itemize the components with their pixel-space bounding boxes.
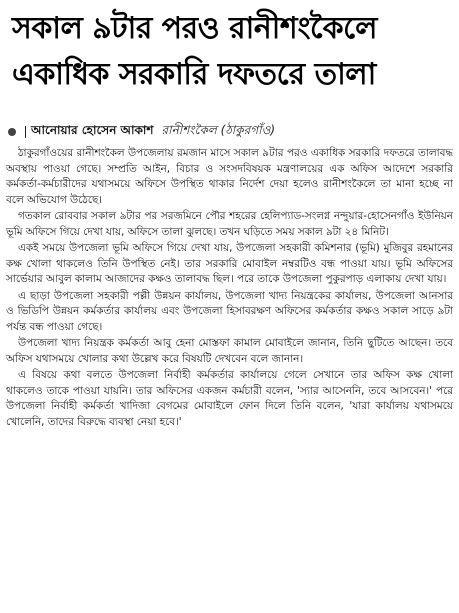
- paragraph: ঠাকুরগাঁওয়ের রানীশংকৈল উপজেলায় রমজান মাসে সকাল ৯টার পরও একাধিক সরকারি দফতরে তালাবদ্ধ অবস্থায় পাওয়া গেছে। সম্প্রতি আইন, বিচার ও সংসদবিষয়ক মন্ত্রণালয়ের এক অফিস আদেশে সরকারি কর্মকর্তা-কর্মচারীদের যথাসময়ে অফিসে উপস্থিত থাকার নির্দেশ দেয়া হলেও রানীশংকৈলে তা মানা হচ্ছে না বলে অভিযোগ উঠেছে।: [6, 147, 453, 206]
- paragraph: এ বিষয়ে কথা বলতে উপজেলা নির্বাহী কর্মকর্তার কার্যালয়ে গেলে সেখানে তার অফিস কক্ষ খোলা থাকলেও তাকে পাওয়া যায়নি। তার অফিসের একজন কর্মচারী বলেন, 'স্যার আসেননি, তবে আসবেন।' পরে উপজেলা নির্বাহী কর্মকর্তা খাদিজা বেগমের মোবাইলে ফোন দিলে তিনি বলেন, 'যারা কার্যালয় যথাসময়ে খোলেনি, তাদের বিরুদ্ধে ব্যবস্থা নেয়া হবে।': [6, 369, 453, 428]
- headline-line-2: একাধিক সরকারি দফতরে তালা: [12, 57, 376, 92]
- paragraph: একই সময়ে উপজেলা ভূমি অফিসে গিয়ে দেখা যায়, উপজেলা সহকারী কমিশনার (ভূমি) মুজিবুর রহমানের কক্ষ খোলা থাকলেও তিনি উপস্থিত নেই। তার সরকারি মোবাইল নম্বরটিও বন্ধ পাওয়া যায়। ভূমি অফিসের সার্ভেয়ার আবুল কালাম আজাদের কক্ষও তালাবদ্ধ ছিল। পরে তাকে উপজেলা পুকুরপাড় এলাকায় দেখা যায়।: [6, 242, 453, 285]
- bullet-icon: [8, 128, 16, 136]
- paragraph: উপজেলা খাদ্য নিয়ন্ত্রক কর্মকর্তা আবু হেনা মোস্তফা কামাল মোবাইলে জানান, তিনি ছুটিতে আছেন। তবে অফিস যথাসময়ে খোলার কথা উল্লেখ করে বিষয়টি দেখবেন বলে জানান।: [6, 337, 453, 365]
- dateline-location: রানীশংকৈল (ঠাকুরগাঁও): [161, 123, 276, 137]
- headline-line-1: সকাল ৯টার পরও রানীশংকৈলে: [12, 11, 378, 46]
- article-body: [6, 146, 453, 431]
- paragraph: এ ছাড়া উপজেলা সহকারী পল্লী উন্নয়ন কার্যালয়, উপজেলা খাদ্য নিয়ন্ত্রকের কার্যালয়, উপজেলা আনসার ও ভিডিপি উন্নয়ন কর্মকর্তার কার্যালয় এবং উপজেলা হিসাবরক্ষণ অফিসের কর্মকর্তার কক্ষও সকাল সাড়ে ৯টা পর্যন্ত বন্ধ পাওয়া গেছে।: [6, 289, 453, 333]
- paragraph: গতকাল রোববার সকাল ৯টার পর সরজমিনে পৌর শহরের হেলিপ্যাড-সংলগ্ন নন্দুয়ার-হোসেনগাঁও ইউনিয়ন ভূমি অফিসে গিয়ে দেখা যায়, অফিসে তালা ঝুলছে। তখন ঘড়িতে সময় সকাল ৯টা ২৪ মিনিট।: [6, 210, 453, 238]
- author-name: আনোয়ার হোসেন আকাশ: [31, 123, 154, 137]
- headline: [12, 6, 451, 98]
- byline: [8, 123, 275, 141]
- divider: [25, 126, 26, 138]
